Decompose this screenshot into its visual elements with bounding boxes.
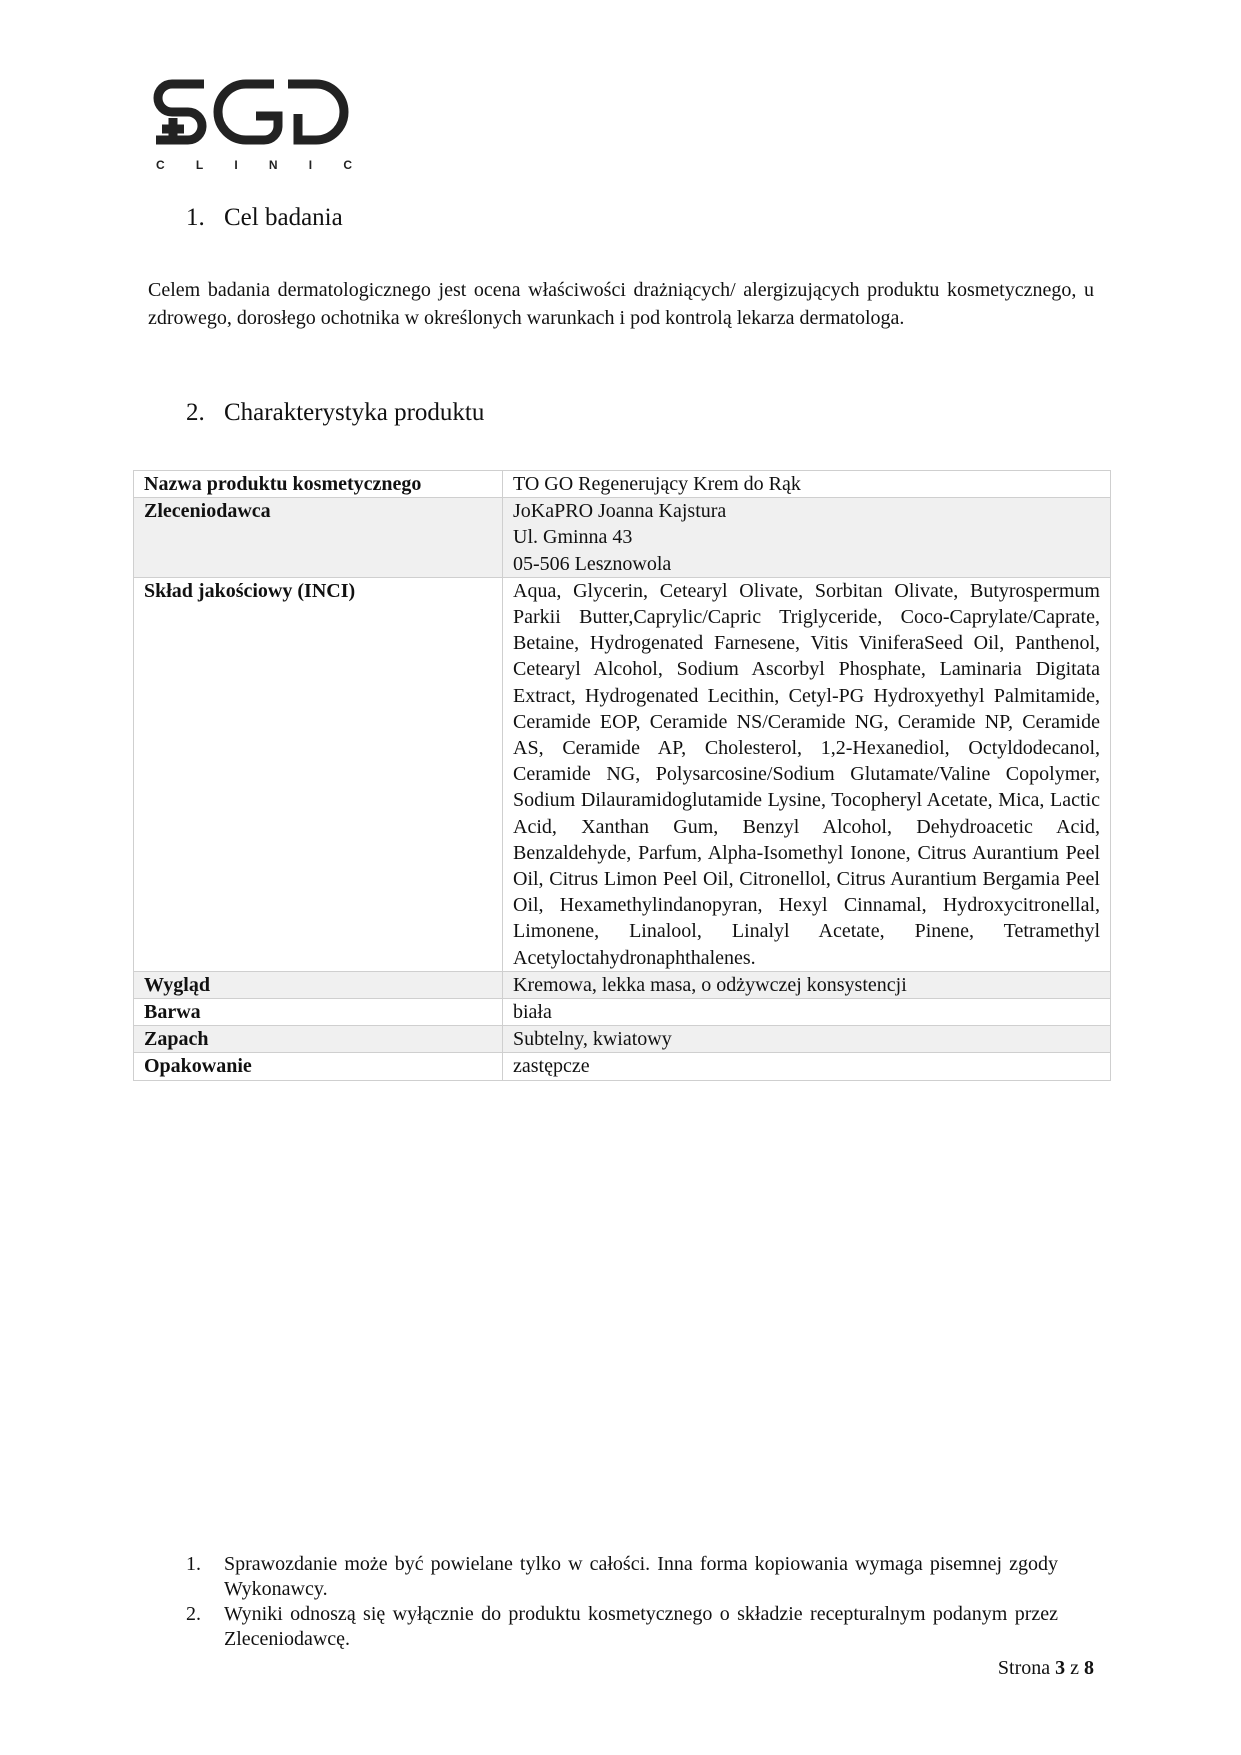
- logo-letter: I: [308, 158, 313, 172]
- row-label: Opakowanie: [134, 1053, 503, 1080]
- logo-letter: L: [195, 158, 204, 172]
- logo-subtitle: [156, 158, 352, 172]
- logo-letter: C: [156, 158, 165, 172]
- address-line: JoKaPRO Joanna Kajstura: [513, 500, 727, 523]
- section-title: Charakterystyka produktu: [224, 399, 485, 426]
- table-row: [134, 471, 1111, 498]
- intro-paragraph: Celem badania dermatologicznego jest ocena właściwości drażniących/ alergizujących produktu kosmetycznego, u zdrowego, dorosłego ochotnika w określonych warunkach i pod kontrolą lekarza dermatologa.: [148, 279, 1094, 329]
- footer-note: [186, 1602, 1058, 1652]
- row-value: Kremowa, lekka masa, o odżywczej konsystencji: [503, 971, 1111, 998]
- page-separator: z: [1070, 1657, 1079, 1679]
- sgd-clinic-logo: [152, 78, 352, 178]
- note-text: Wyniki odnoszą się wyłącznie do produktu kosmetycznego o składzie recepturalnym podanym przez Zleceniodawcę.: [224, 1603, 1058, 1650]
- row-value-address: [503, 498, 1111, 578]
- row-value-inci: Aqua, Glycerin, Cetearyl Olivate, Sorbitan Olivate, Butyrospermum Parkii Butter,Caprylic/Capric Triglyceride, Coco-Caprylate/Caprate, Betaine, Hydrogenated Farnesene, Vitis ViniferaSeed Oil, Panthenol, Cetearyl Alcohol, Sodium Ascorbyl Phosphate, Laminaria Digitata Extract, Hydrogenated Lecithin, Cetyl-PG Hydroxyethyl Palmitamide, Ceramide EOP, Ceramide NS/Ceramide NG, Ceramide NP, Ceramide AS, Ceramide AP, Cholesterol, 1,2-Hexanediol, Octyldodecanol, Ceramide NG, Polysarcosine/Sodium Glutamate/Valine Copolymer, Sodium Dilauramidoglutamide Lysine, Tocopheryl Acetate, Mica, Lactic Acid, Xanthan Gum, Benzyl Alcohol, Dehydroacetic Acid, Benzaldehyde, Parfum, Alpha-Isomethyl Ionone, Citrus Aurantium Peel Oil, Citrus Limon Peel Oil, Citronellol, Citrus Aurantium Bergamia Peel Oil, Hexamethylindanopyran, Hexyl Cinnamal, Hydroxycitronellal, Limonene, Linalool, Linalyl Acetate, Pinene, Tetramethyl Acetyloctahydronaphthalenes.: [503, 577, 1111, 971]
- page-number: [998, 1657, 1094, 1680]
- note-number: 2.: [186, 1603, 201, 1625]
- row-label: Nazwa produktu kosmetycznego: [134, 471, 503, 498]
- footer-note: [186, 1552, 1058, 1602]
- page-total: 8: [1084, 1657, 1094, 1679]
- table-row: [134, 971, 1111, 998]
- sgd-logo-mark-icon: [152, 78, 352, 152]
- section-heading-purpose: [186, 204, 343, 232]
- page-prefix: Strona: [997, 1657, 1051, 1679]
- row-value: TO GO Regenerujący Krem do Rąk: [503, 471, 1111, 498]
- section-number: 1.: [186, 204, 205, 231]
- note-text: Sprawozdanie może być powielane tylko w całości. Inna forma kopiowania wymaga pisemnej zgody Wykonawcy.: [224, 1553, 1058, 1600]
- table-row: [134, 999, 1111, 1026]
- row-value: biała: [503, 999, 1111, 1026]
- logo-letter: I: [234, 158, 238, 172]
- row-value: Subtelny, kwiatowy: [503, 1026, 1111, 1053]
- section-heading-product: [186, 399, 484, 427]
- table-row: [134, 498, 1111, 578]
- footer-notes-list: [186, 1552, 1058, 1652]
- table-row: [134, 1053, 1111, 1080]
- logo-letter: C: [343, 158, 352, 172]
- row-label: Barwa: [134, 999, 503, 1026]
- row-label: Wygląd: [134, 971, 503, 998]
- address-line: Ul. Gminna 43: [513, 526, 633, 549]
- row-label: Skład jakościowy (INCI): [134, 577, 503, 971]
- row-label: Zapach: [134, 1026, 503, 1053]
- table-row: [134, 1026, 1111, 1053]
- logo-letter: N: [268, 158, 278, 172]
- row-value: zastępcze: [503, 1053, 1111, 1080]
- address-line: 05-506 Lesznowola: [513, 552, 672, 575]
- section-title: Cel badania: [224, 204, 343, 231]
- section-number: 2.: [186, 399, 205, 426]
- table-row: [134, 577, 1111, 971]
- note-number: 1.: [186, 1553, 201, 1575]
- product-characteristics-table: [133, 470, 1111, 1081]
- page-current: 3: [1055, 1657, 1066, 1679]
- row-label: Zleceniodawca: [134, 498, 503, 578]
